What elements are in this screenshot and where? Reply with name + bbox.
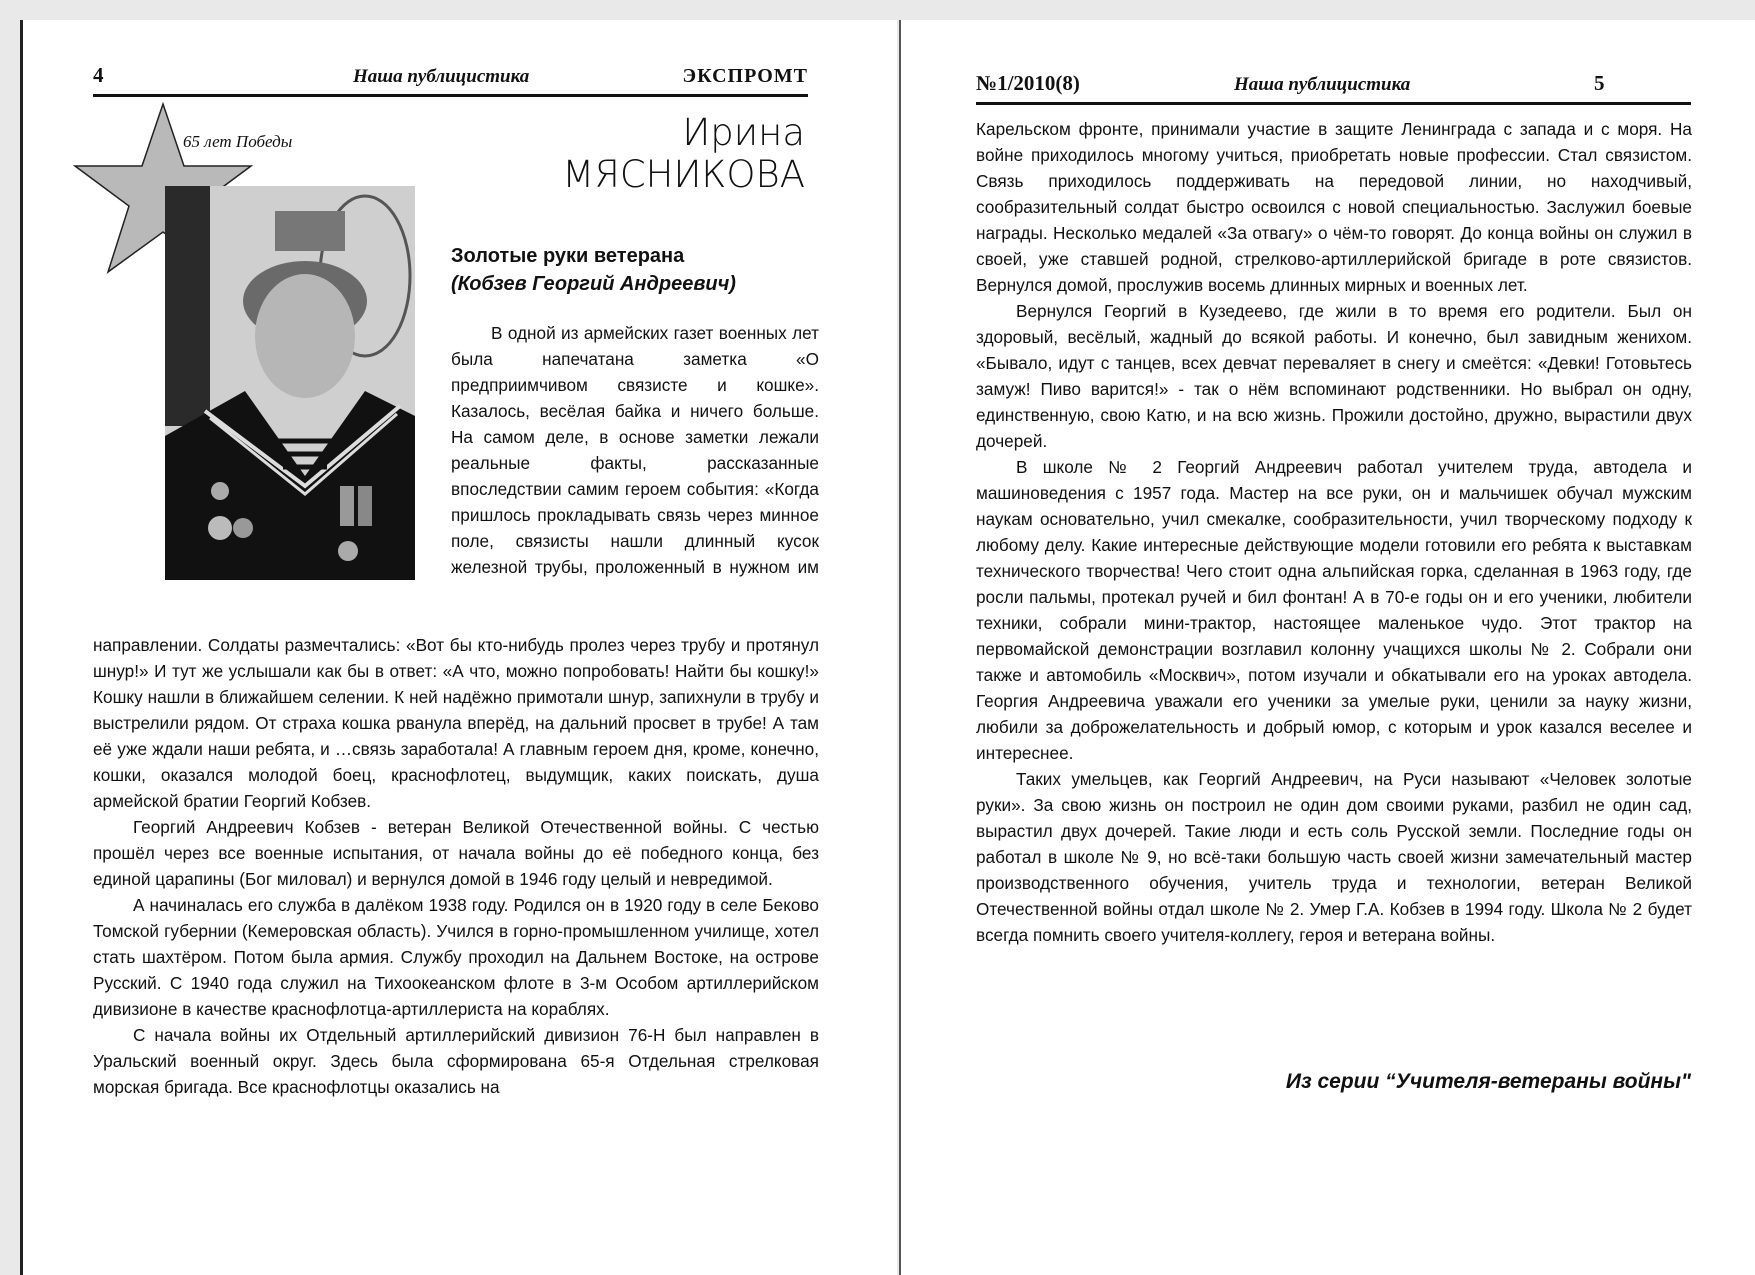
paragraph: Карельском фронте, принимали участие в защите Ленинграда с запада и с моря. На войне приходилось многому учиться, приобретать новые профессии. Стал связистом. Связь приходилось поддерживать на передовой линии, но находчивый, сообразительный солдат быстро освоился с новой специальностью. Заслужил боевые награды. Несколько медалей «За отвагу» о чём-то говорят. До конца войны он служил в своей, уже ставшей родной, стрелково-артиллерийской бригаде в роте связистов. Вернулся домой, прослужив восемь длинных мирных и военных лет. — [976, 119, 1692, 295]
left-page — [20, 20, 897, 1275]
paragraph: Вернулся Георгий в Кузедеево, где жили в то время его родители. Был он здоровый, весёлый, жадный до всякой работы. И конечно, был завидным женихом. «Бывало, идут с танцев, всех девчат переваляет в снегу и смеётся: «Девки! Готовьтесь замуж! Пиво варится!» - так о нём вспоминают родственники. Но выбрал он одну, единственную, свою Катю, и на всю жизнь. Прожили достойно, дружно, вырастили двух дочерей. — [976, 301, 1692, 451]
paragraph: А начиналась его служба в далёком 1938 году. Родился он в 1920 году в селе Беково Томской губернии (Кемеровская область). Учился в горно-промышленном училище, хотел стать шахтёром. Потом была армия. Службу проходил на Дальнем Востоке, на острове Русский. С 1940 года служил на Тихоокеанском флоте в 3-м Особом артиллерийском дивизионе в качестве краснофлотца-артиллериста на кораблях. — [93, 895, 819, 1019]
page-number: 5 — [1594, 71, 1605, 95]
paragraph: Таких умельцев, как Георгий Андреевич, на Руси называют «Человек золотые руки». За свою жизнь он построил не один дом своими руками, разбил не один сад, вырастил двух дочерей. Такие люди и есть соль Русской земли. Последние годы он работал в школе № 9, но всё-таки большую часть своей жизни замечательный мастер производственного обучения, учитель труда и технологии, ветеран Великой Отечественной войны отдал школе № 2. Умер Г.А. Кобзев в 1994 году. Школа № 2 будет всегда помнить своего учителя-коллегу, героя и ветерана войны. — [976, 769, 1692, 945]
paragraph: В школе № 2 Георгий Андреевич работал учителем труда, автодела и машиноведения с 1957 года. Мастер на все руки, он и мальчишек обучал мужским наукам основательно, учил смекалке, сообразительности, учил творческому подходу к любому делу. Какие интересные действующие модели готовили его ребята к выставкам технического творчества! Чего стоит одна альпийская горка, сделанная в 1963 году, где росли пальмы, протекал ручей и бил фонтан! А в 70-е годы он и его ученики, любители техники, собрали мини-трактор, настоящее маленькое чудо. Этот трактор на первомайской демонстрации возглавил колонну учащихся школы № 2. Собрали они также и автомобиль «Москвич», потом изучали и обкатывали его на уроках автодела. Георгия Андреевича уважали его ученики за умелые руки, ценили за науку жизни, любили за доброжелательность и добрый юмор, с которым и урок казался веселее и интереснее. — [976, 457, 1692, 763]
series-signature: Из серии “Учителя-ветераны войны" — [1285, 1070, 1691, 1093]
article-title-block — [451, 242, 736, 298]
section-title: Наша публицистика — [353, 66, 530, 87]
star-caption: 65 лет Победы — [183, 132, 293, 151]
intro-column — [451, 320, 819, 580]
author-first-name: Ирина — [682, 111, 805, 154]
section-title: Наша публицистика — [1234, 74, 1411, 95]
article-title: Золотые руки ветерана — [451, 245, 685, 267]
issue-number: №1/2010(8) — [976, 71, 1080, 95]
article-subtitle: (Кобзев Георгий Андреевич) — [451, 273, 736, 295]
author-last-name: МЯСНИКОВА — [562, 153, 805, 196]
page-number: 4 — [93, 63, 104, 87]
veteran-photo — [165, 186, 415, 580]
right-body — [976, 116, 1692, 948]
magazine-name: ЭКСПРОМТ — [682, 65, 808, 87]
left-page-header — [93, 60, 808, 97]
paragraph: С начала войны их Отдельный артиллерийский дивизион 76-Н был направлен в Уральский военный округ. Здесь была сформирована 65-я Отдельная стрелковая морская бригада. Все краснофлотцы оказались на — [93, 1025, 819, 1097]
right-page-header — [976, 68, 1691, 105]
author-name — [562, 112, 805, 196]
photo-illustration — [165, 186, 415, 580]
left-body — [93, 632, 819, 1100]
intro-paragraph: В одной из армейских газет военных лет была напечатана заметка «О предприимчивом связисте и кошке». Казалось, весёлая байка и ничего больше. На самом деле, в основе заметки лежали реальные факты, рассказанные впоследствии самим героем события: «Когда пришлось прокладывать связь через минное поле, связисты нашли длинный кусок железной трубы, проложенный в нужном им — [451, 323, 819, 577]
paragraph: Георгий Андреевич Кобзев - ветеран Великой Отечественной войны. С честью прошёл через все военные испытания, от начала войны до её победного конца, без единой царапины (Бог миловал) и вернулся домой в 1946 году целый и невредимой. — [93, 817, 819, 889]
paragraph: направлении. Солдаты размечтались: «Вот бы кто-нибудь пролез через трубу и протянул шнур!» И тут же услышали как бы в ответ: «А что, можно попробовать! Найти бы кошку!» Кошку нашли в ближайшем селении. К ней надёжно примотали шнур, запихнули в трубу и выстрелили рядом. От страха кошка рванула вперёд, на дальний просвет в трубе! А там её уже ждали наши ребята, и …связь заработала! А главным героем дня, кроме, конечно, кошки, оказался молодой боец, краснофлотец, выдумщик, каких поискать, душа армейской братии Георгий Кобзев. — [93, 635, 819, 811]
right-page — [899, 20, 1755, 1275]
